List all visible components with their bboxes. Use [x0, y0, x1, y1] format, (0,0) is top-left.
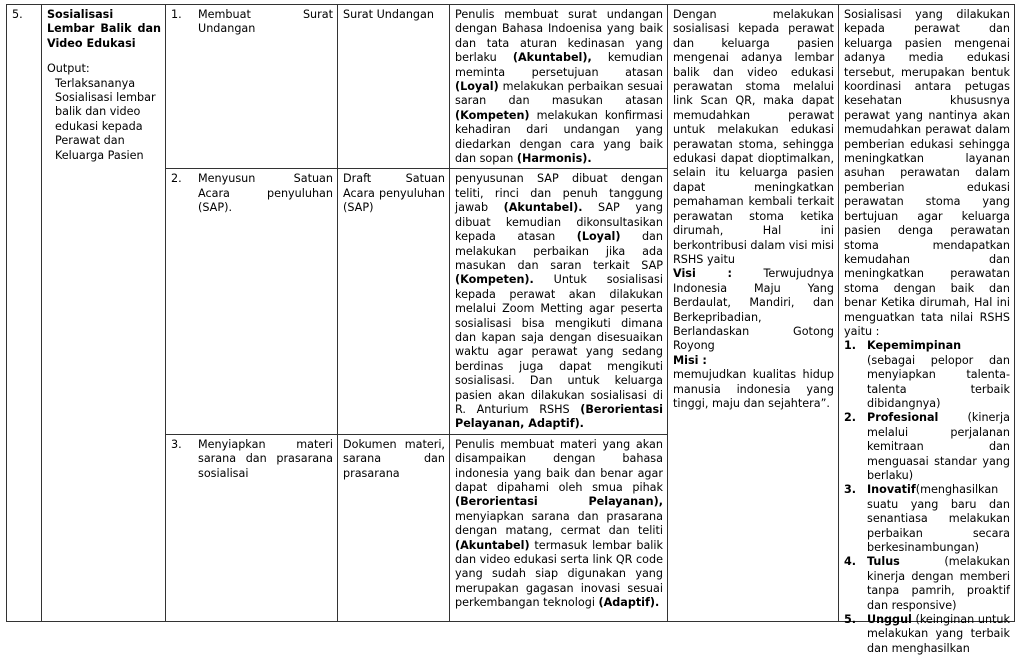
core-value-keyword: (Harmonis).: [516, 152, 592, 166]
core-value-keyword: (Berorientasi Pelayanan),: [455, 495, 663, 509]
values-list-item: [844, 613, 1010, 656]
output-line: edukasi kepada: [55, 119, 143, 133]
description-text: melakukan konfirmasi kehadiran dari undangan yang diedarkan dengan cara yang baik dan sopan: [455, 108, 663, 166]
step-description: [455, 8, 663, 166]
values-item-name: Tulus: [867, 555, 900, 569]
visi-block: [673, 267, 834, 353]
misi-text: memujudkan kualitas hidup manusia indonesia yang tinggi, maju dan sejahtera”.: [673, 368, 834, 410]
description-text: penyusunan SAP dibuat dengan teliti, rinci dan penuh tanggung jawab: [455, 172, 663, 215]
step-number: 1.: [171, 8, 182, 21]
values-cell: [839, 5, 1015, 655]
output-line: balik dan video: [55, 105, 141, 119]
output-line: Keluarga Pasien: [55, 148, 144, 162]
values-item-name: Kepemimpinan: [867, 339, 962, 353]
step-output: Surat Undangan: [343, 8, 434, 21]
values-item-number: 3.: [844, 483, 857, 497]
step-task: Membuat Surat Undangan: [198, 8, 333, 36]
core-value-keyword: (Berorientasi Pelayanan, Adaptif).: [455, 402, 663, 431]
values-item-desc: (sebagai pelopor dan menyiapkan talenta- talenta terbaik dibidangnya): [867, 353, 1010, 410]
step-task: Menyusun Satuan Acara penyuluhan (SAP).: [198, 172, 333, 215]
values-item-number: 5.: [844, 613, 857, 627]
step-number: 3.: [171, 437, 182, 451]
description-text: dan melakukan perbaikan jika ada masukan dan saran terkait SAP: [455, 230, 663, 272]
description-text: Untuk sosialisasi kepada perawat akan dilakukan melalui Zoom Metting agar peserta sosialisasi bisa mengikuti dimana dan kapan saja dengan disesuaikan waktu agar perawat yang sedang berdinas juga dapat mengikuti sosialisasi. Dan untuk keluarga pasien akan dilakukan sosialisasi di R. Anturium RSHS: [455, 273, 663, 416]
description-text: termasuk lembar balik dan video edukasi serta link QR code yang sudah siap digunakan yang merupakan gagasan inovasi sesuai perkembangan teknologi: [455, 538, 663, 610]
core-value-keyword: (Adaptif).: [598, 596, 660, 610]
step-description-cell: [450, 169, 668, 434]
core-value-keyword: (Kompeten).: [455, 273, 534, 287]
values-item-text: [867, 339, 1010, 411]
values-list-item: [844, 483, 1010, 555]
activity-table: [6, 4, 1015, 655]
step-task-cell: [166, 5, 338, 169]
step-description-cell: [450, 434, 668, 621]
core-value-keyword: (Loyal): [576, 230, 621, 244]
vision-mission-intro: Dengan melakukan sosialisasi kepada perawat dan keluarga pasien mengenai adanya lembar balik dan video edukasi perawatan stoma melalui link Scan QR, maka dapat memudahkan perawat untuk melakukan edukasi perawatan stoma, sehingga edukasi dapat dioptimalkan, selain itu keluarga pasien dapat meningkatkan pemahaman kembali terkait perawatan stoma ketika dirumah, Hal ini berkontribusi dalam visi misi RSHS yaitu: [673, 8, 834, 266]
values-item-desc: (menghasilkan suatu yang baru dan senantiasa melakukan perbaikan secara berkesinambungan): [867, 483, 1010, 555]
step-output-cell: [338, 434, 450, 621]
row-number-cell: [7, 5, 42, 622]
values-item-desc: (melakukan kinerja dengan memberi tanpa pamrih, proaktif dan responsive): [867, 555, 1010, 612]
description-text: Penulis membuat materi yang akan disampaikan dengan bahasa indonesia yang baik dan benar agar dapat dipahami oleh smua pihak: [455, 437, 663, 494]
step-output-cell: [338, 5, 450, 169]
step-description: [455, 172, 663, 431]
table-row: [7, 5, 1015, 169]
values-item-number: 2.: [844, 411, 857, 425]
step-number: 2.: [171, 172, 182, 186]
vision-mission-cell: [668, 5, 839, 622]
activity-title: Sosialisasi Lembar Balik dan Video Edukasi: [47, 8, 161, 50]
step-description: [455, 438, 663, 611]
step-output: Draft Satuan Acara penyuluhan (SAP): [343, 172, 445, 215]
values-list: [844, 339, 1010, 656]
description-text: melakukan perbaikan sesuai saran dan masukan atasan: [455, 80, 663, 108]
core-value-keyword: (Akuntabel).: [503, 201, 583, 215]
description-text: SAP yang dibuat kemudian dikonsultasikan kepada atasan: [455, 201, 663, 244]
output-label: Output:: [47, 62, 90, 76]
step-task: Menyiapkan materi sarana dan prasarana sosialisai: [198, 437, 333, 480]
values-list-item: [844, 411, 1010, 483]
values-item-text: [867, 411, 1010, 483]
step-task-cell: [166, 169, 338, 434]
step-output: Dokumen materi, sarana dan prasarana: [343, 437, 445, 480]
values-item-name: Profesional: [867, 411, 939, 425]
description-text: menyiapkan sarana dan prasarana dengan matang, cermat dan teliti: [455, 509, 663, 538]
values-item-number: 4.: [844, 555, 857, 569]
core-value-keyword: (Kompeten): [455, 108, 530, 122]
output-description: [47, 77, 161, 163]
values-list-item: [844, 339, 1010, 411]
values-item-text: [867, 613, 1010, 656]
values-item-text: [867, 555, 1010, 613]
values-item-desc: (keinginan untuk melakukan yang terbaik dan menghasilkan: [867, 613, 1010, 655]
values-intro: Sosialisasi yang dilakukan kepada perawat dan keluarga pasien mengenai adanya media edukasi tersebut, merupakan bentuk koordinasi antara petugas kesehatan khususnya perawat yang nantinya akan memudahkan perawat dalam pemberian edukasi sehingga meningkatkan layanan asuhan perawatan dalam pemberian edukasi perawatan stoma yang bertujuan agar keluarga pasien denga perawatan stoma mendapatkan kemudahan dan meningkatkan perawatan stoma dengan baik dan benar Ketika dirumah, Hal ini menguatkan tata nilai RSHS yaitu :: [844, 8, 1010, 338]
values-item-desc: (kinerja melalui perjalanan kemitraan dan menguasai standar yang berlaku): [867, 411, 1010, 482]
values-item-name: Unggul: [867, 613, 912, 627]
output-line: Sosialisasi lembar: [55, 91, 156, 105]
visi-text: Terwujudnya Indonesia Maju Yang Berdaulat, Mandiri, dan Berkepribadian, Berlandaskan Gotong Royong: [673, 267, 834, 353]
description-text: kemudian meminta persetujuan atasan: [455, 51, 663, 79]
activity-cell: [42, 5, 166, 622]
output-line: Perawat dan: [55, 134, 125, 148]
core-value-keyword: (Akuntabel): [455, 538, 530, 552]
step-output-cell: [338, 169, 450, 434]
values-item-number: 1.: [844, 339, 857, 353]
step-task-cell: [166, 434, 338, 621]
output-line: Terlaksananya: [55, 76, 136, 90]
values-list-item: [844, 555, 1010, 613]
core-value-keyword: (Akuntabel),: [512, 51, 592, 65]
values-item-text: [867, 483, 1010, 555]
row-number: 5.: [12, 8, 23, 21]
step-description-cell: [450, 5, 668, 169]
visi-label: Visi :: [673, 267, 733, 281]
description-text: Penulis membuat surat undangan dengan Bahasa Indoenisa yang baik dan tata aturan kedinasan yang berlaku: [455, 8, 663, 65]
values-item-name: Inovatif: [867, 483, 916, 497]
misi-label: Misi :: [673, 353, 707, 367]
core-value-keyword: (Loyal): [455, 80, 499, 94]
